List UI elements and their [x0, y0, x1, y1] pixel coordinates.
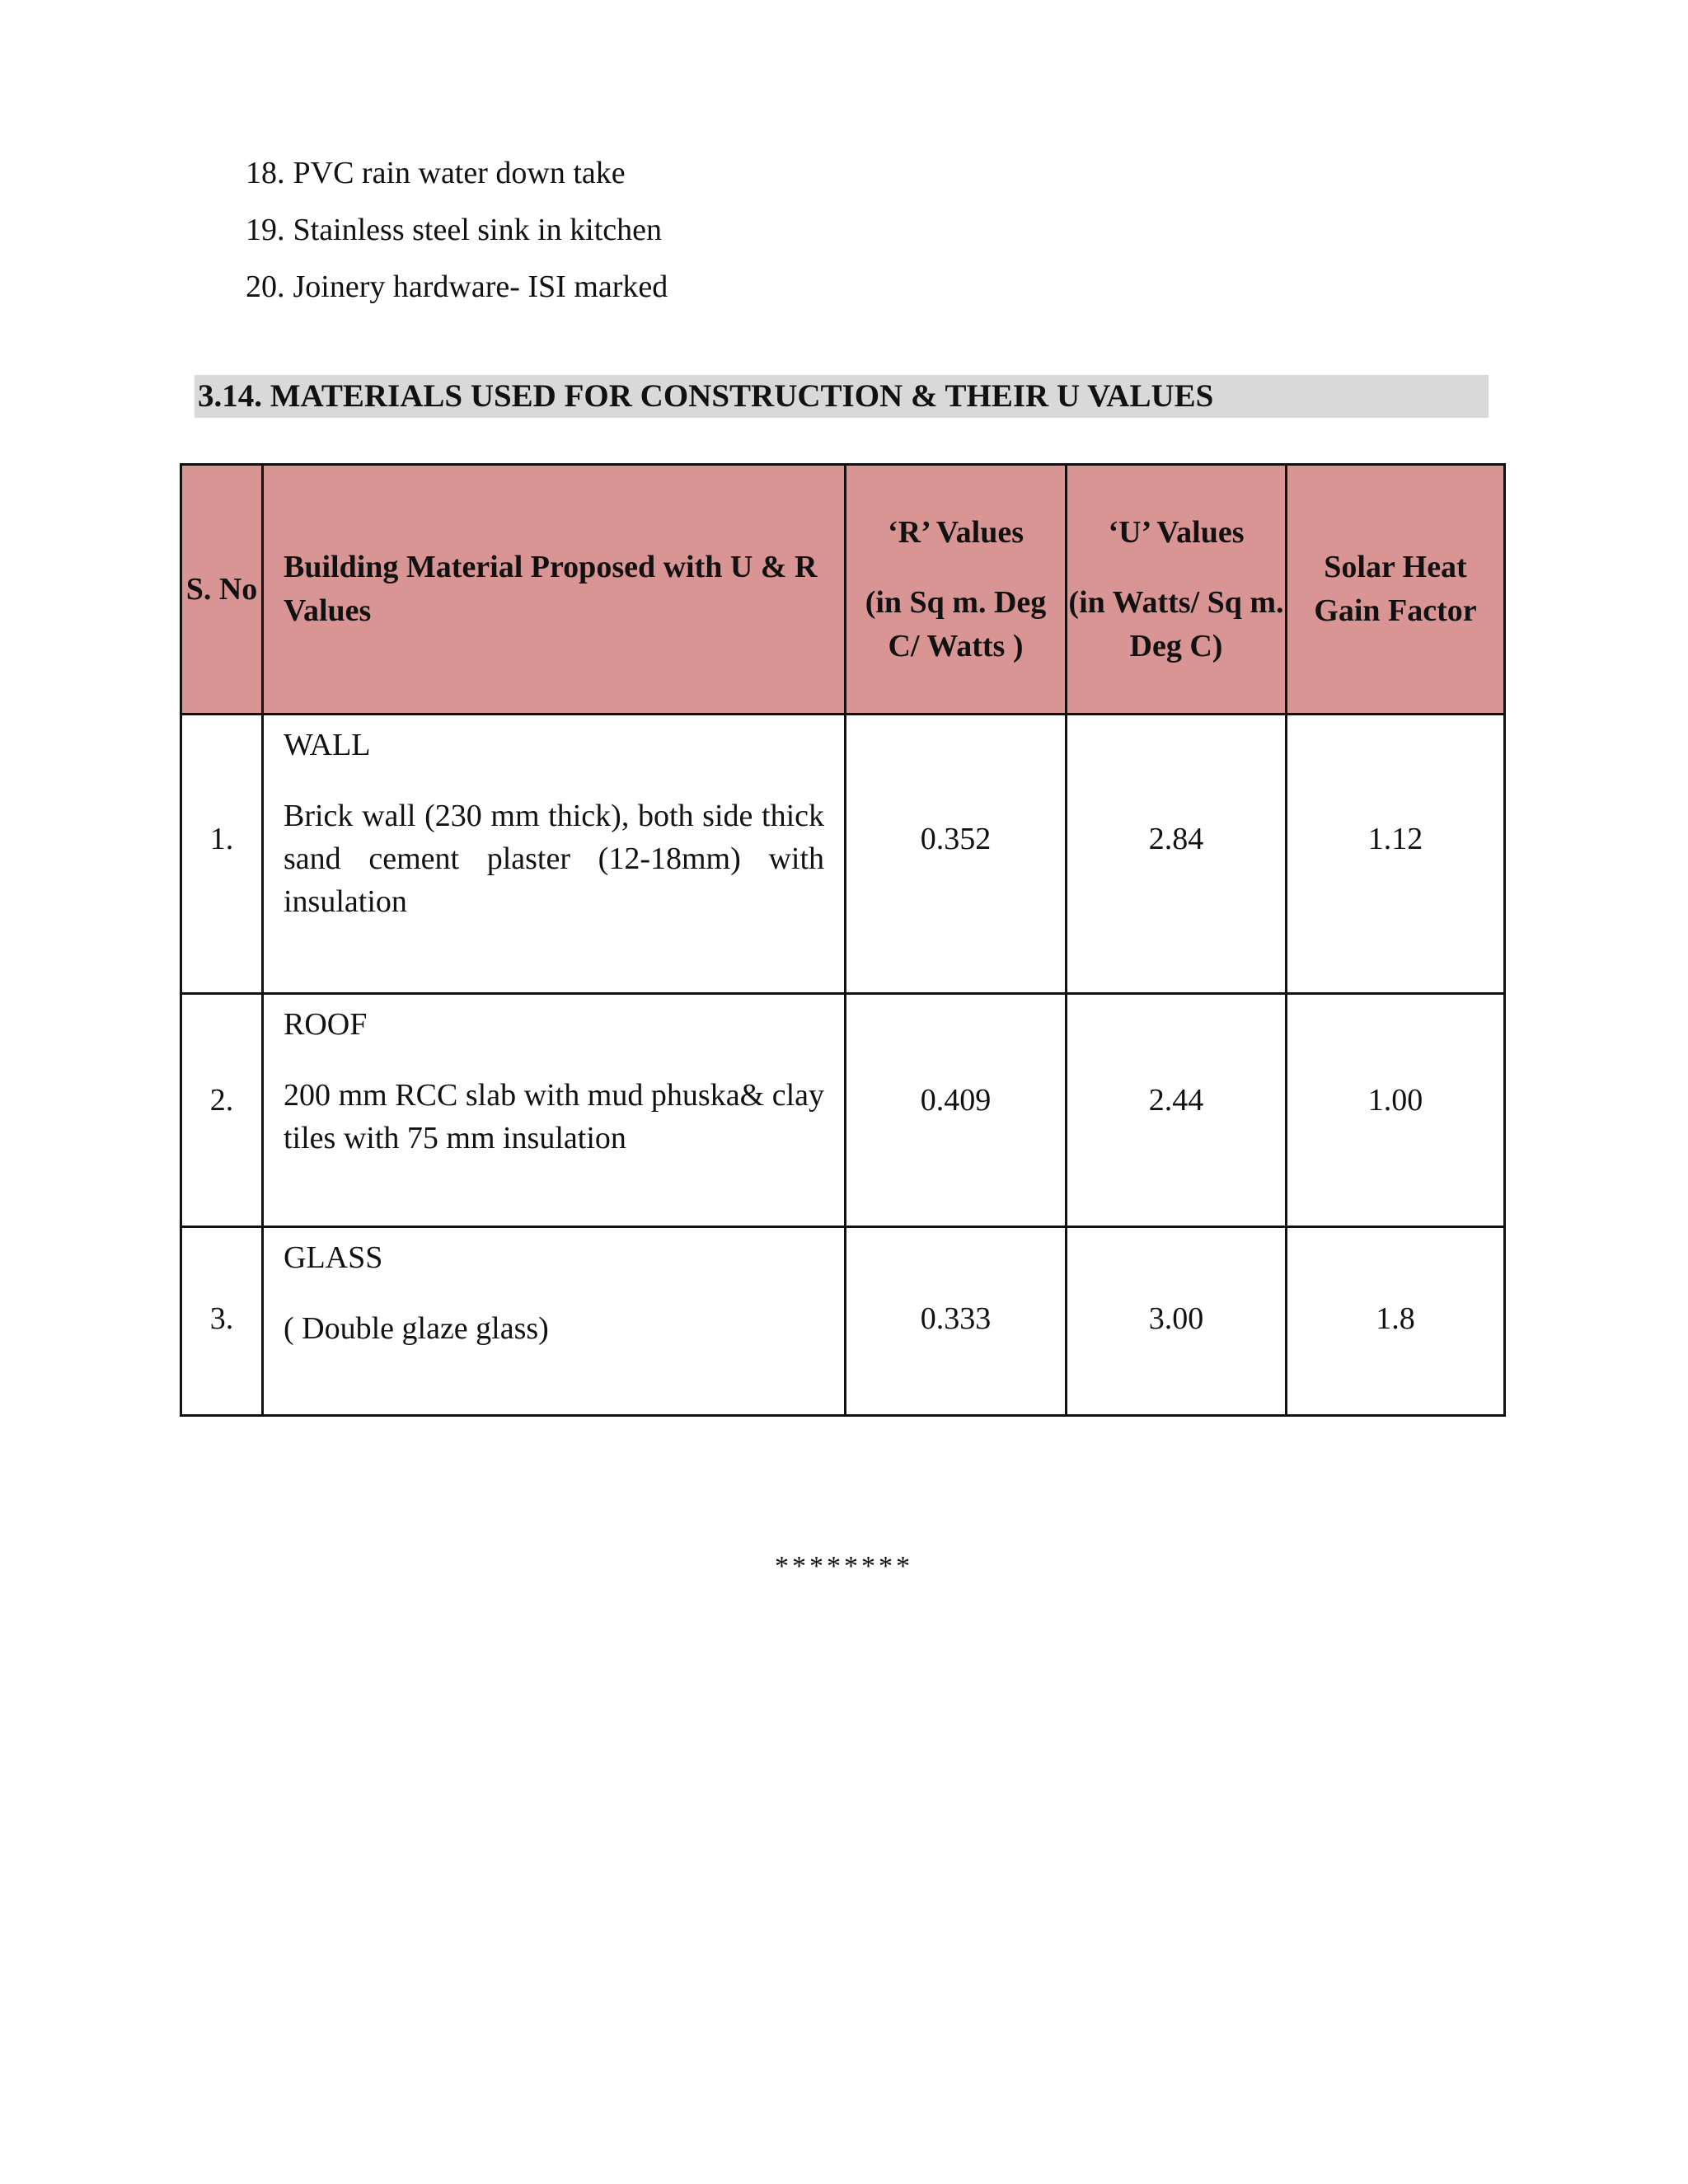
- list-item-number: 20.: [246, 269, 285, 304]
- material-description: Brick wall (230 mm thick), both side thick sand cement plaster (12-18mm) with insulation: [284, 799, 824, 919]
- header-sno: S. No: [181, 465, 263, 715]
- material-name: GLASS: [284, 1240, 383, 1275]
- list-item-text: Joinery hardware- ISI marked: [293, 269, 668, 304]
- list-item-number: 18.: [246, 156, 285, 190]
- header-u-values: [1067, 465, 1287, 715]
- table-row: [181, 715, 1505, 994]
- row-u-value: 2.44: [1067, 994, 1287, 1227]
- material-description: 200 mm RCC slab with mud phuska& clay tiles with 75 mm insulation: [284, 1078, 824, 1155]
- row-sno: 2.: [181, 994, 263, 1227]
- header-u-title: ‘U’ Values: [1108, 514, 1245, 550]
- row-shgf: 1.8: [1287, 1227, 1505, 1416]
- row-shgf: 1.12: [1287, 715, 1505, 994]
- row-r-value: 0.409: [846, 994, 1067, 1227]
- row-material: [263, 994, 846, 1227]
- list-item: [246, 145, 668, 202]
- header-material: Building Material Proposed with U & R Values: [263, 465, 846, 715]
- row-u-value: 2.84: [1067, 715, 1287, 994]
- header-r-title: ‘R’ Values: [887, 514, 1025, 550]
- table-header-row: [181, 465, 1505, 715]
- list-item-text: Stainless steel sink in kitchen: [293, 213, 663, 247]
- materials-table: [180, 463, 1506, 1417]
- row-material: [263, 715, 846, 994]
- row-sno: 3.: [181, 1227, 263, 1416]
- material-list: [246, 145, 668, 316]
- row-sno: 1.: [181, 715, 263, 994]
- header-r-unit: (in Sq m. Deg C/ Watts ): [865, 584, 1047, 663]
- material-name: WALL: [284, 728, 371, 762]
- row-r-value: 0.333: [846, 1227, 1067, 1416]
- header-u-unit: (in Watts/ Sq m. Deg C): [1068, 584, 1284, 663]
- row-shgf: 1.00: [1287, 994, 1505, 1227]
- table-row: [181, 994, 1505, 1227]
- row-r-value: 0.352: [846, 715, 1067, 994]
- list-item-number: 19.: [246, 213, 285, 247]
- list-item: [246, 202, 668, 259]
- section-heading: 3.14. MATERIALS USED FOR CONSTRUCTION & THEIR U VALUES: [195, 375, 1489, 418]
- table-row: [181, 1227, 1505, 1416]
- row-material: [263, 1227, 846, 1416]
- header-r-values: [846, 465, 1067, 715]
- list-item-text: PVC rain water down take: [293, 156, 626, 190]
- row-u-value: 3.00: [1067, 1227, 1287, 1416]
- end-of-section-mark: ********: [775, 1551, 913, 1582]
- material-description: ( Double glaze glass): [284, 1311, 549, 1346]
- material-name: ROOF: [284, 1007, 368, 1042]
- list-item: [246, 259, 668, 316]
- header-shgf: Solar Heat Gain Factor: [1287, 465, 1505, 715]
